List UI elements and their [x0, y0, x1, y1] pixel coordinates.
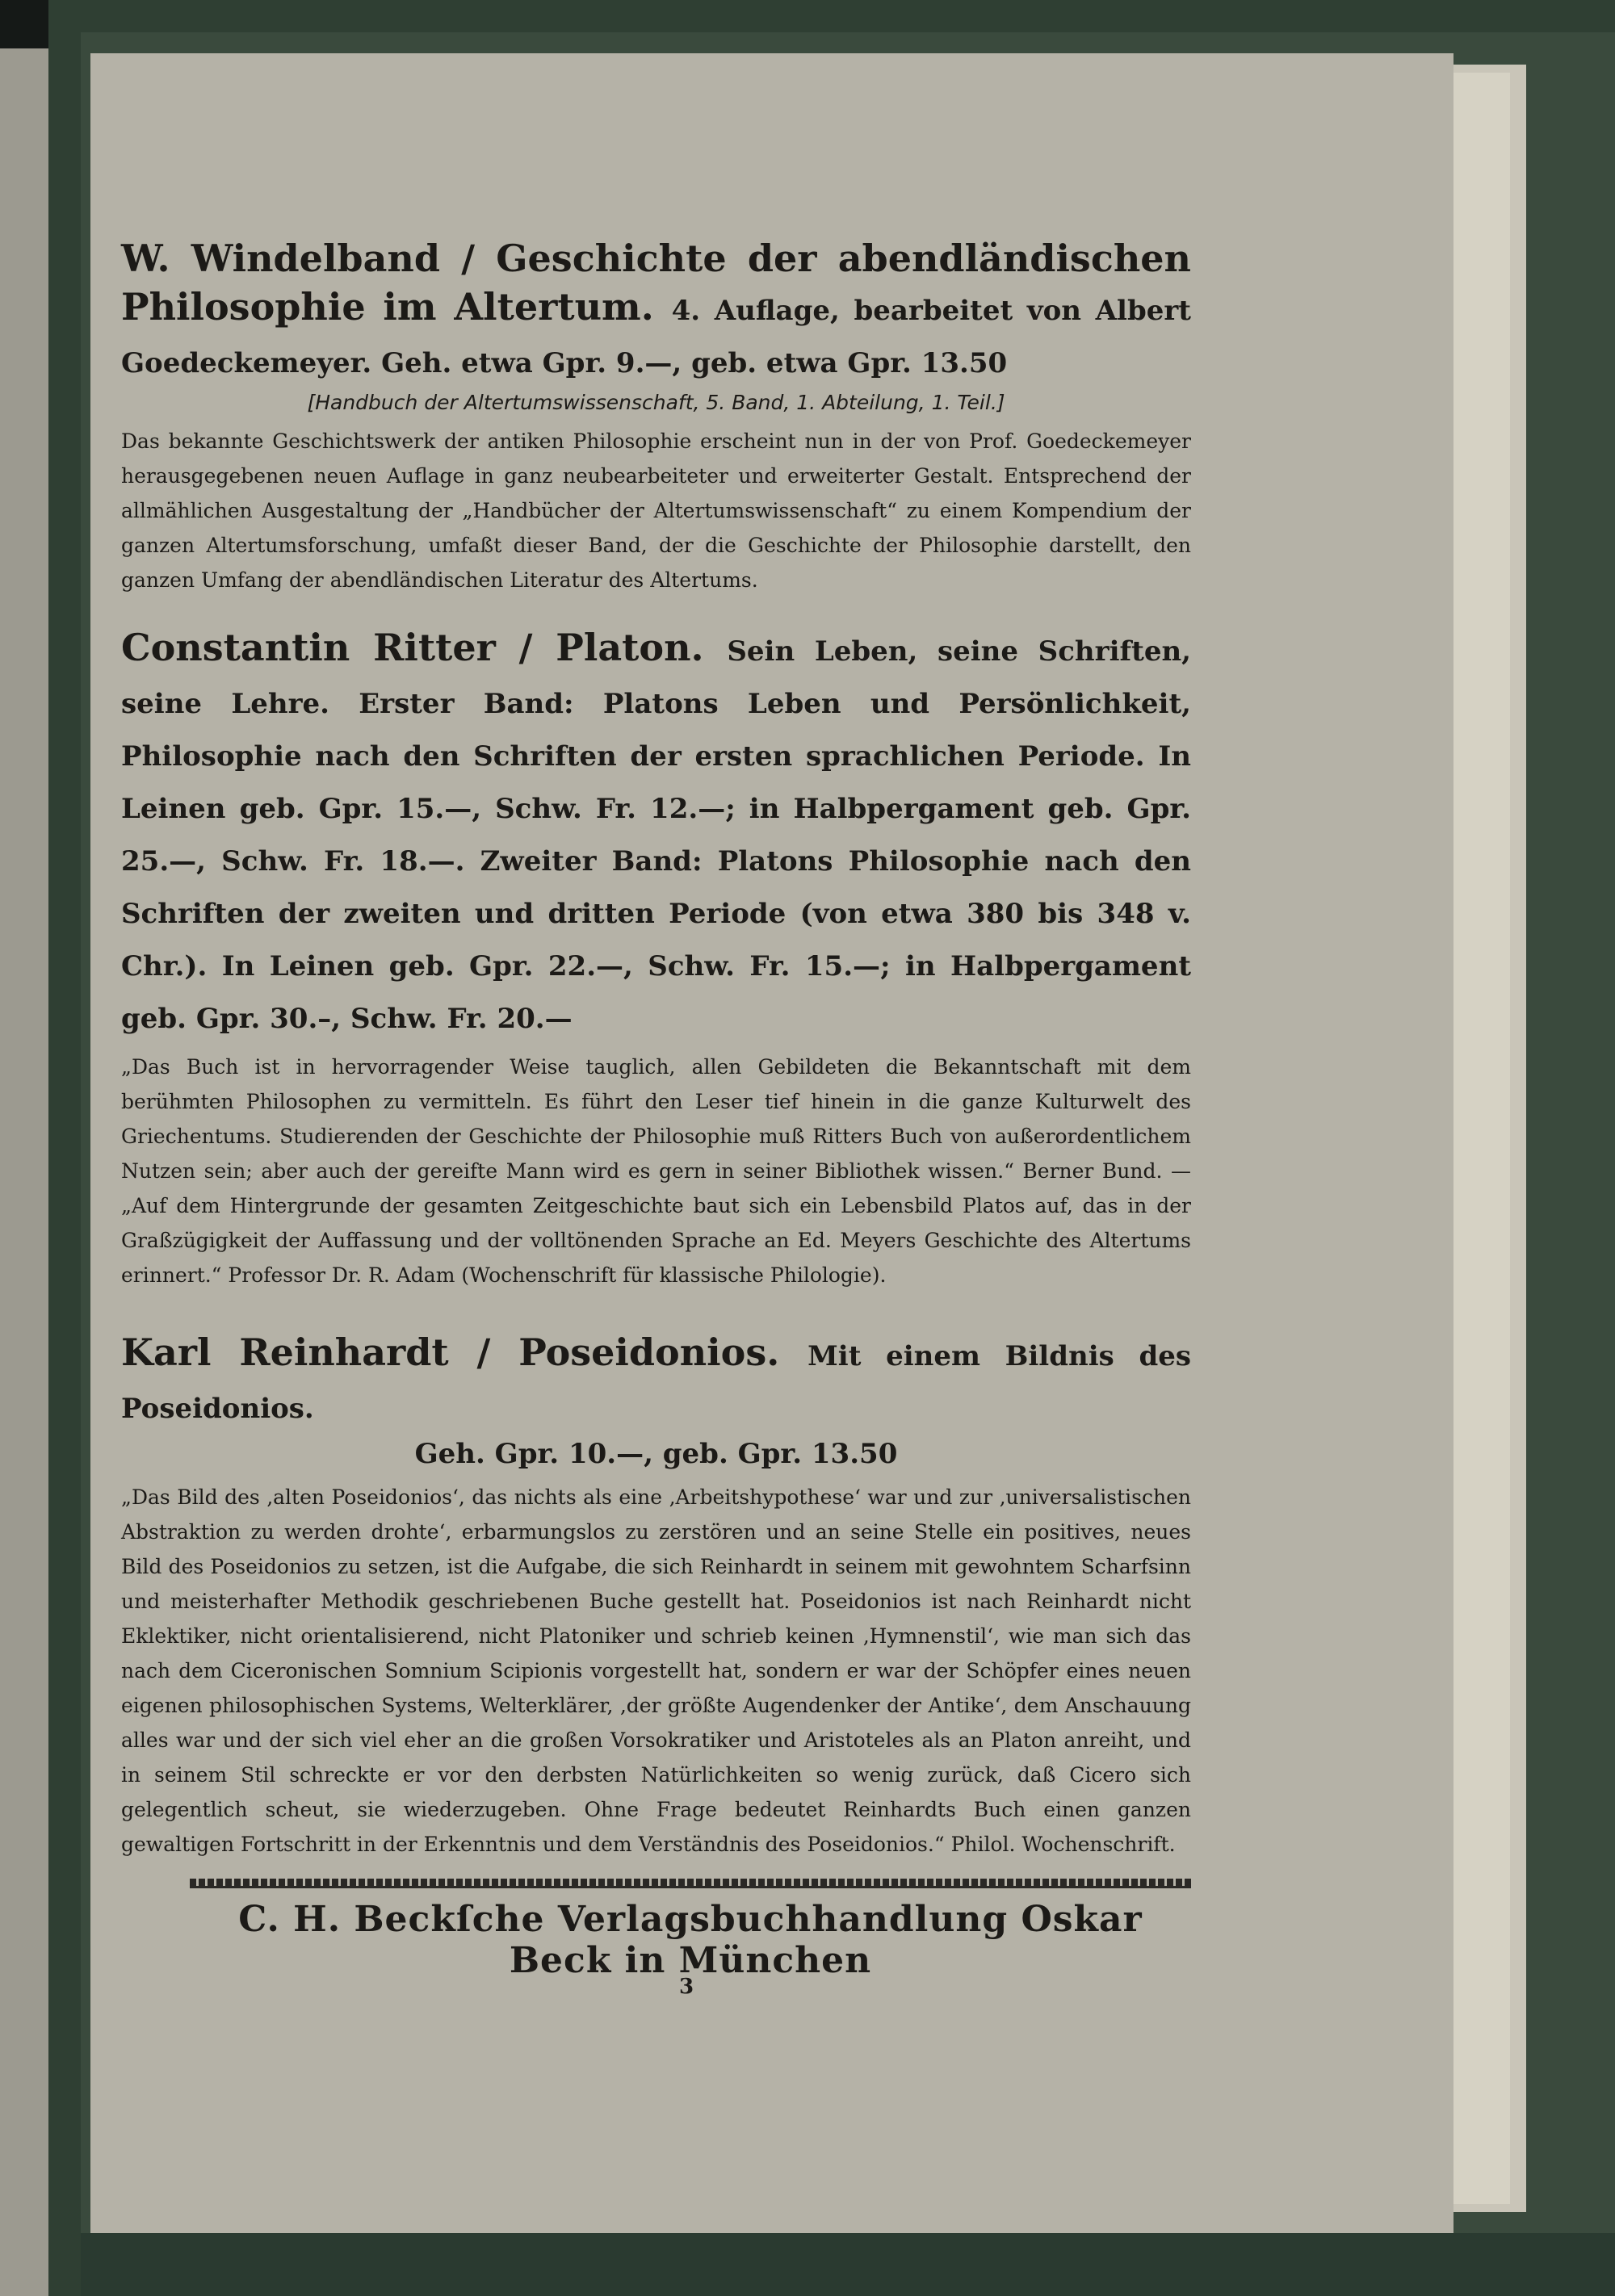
decorative-rule — [190, 1879, 1191, 1888]
entry-title-subtitle — [121, 623, 1191, 1043]
entry-title-subtitle — [121, 1328, 1191, 1433]
entry-windelband — [121, 234, 1191, 597]
publisher-imprint: C. H. Beckſche Verlagsbuchhandlung Oskar Beck in München — [238, 1899, 1143, 1981]
entry-subtitle: 4. Auflage, bearbeitet von Albert Goedeckemeyer. Geh. etwa Gpr. 9.—, geb. etwa Gpr. 13.50 — [121, 295, 1191, 379]
page-number: 3 — [678, 1975, 694, 1999]
entry-ritter — [121, 623, 1191, 1293]
entry-subtitle: Mit einem Bildnis des Poseidonios. — [121, 1340, 1192, 1425]
entry-description: „Das Buch ist in hervorragender Weise tauglich, allen Gebildeten die Bekanntschaft mit dem berühmten Philosophen zu vermitteln. Es führt den Leser tief hinein in die ganze Kulturwelt des Griechentums. Studierenden der Geschichte der Philosophie muß Ritters Buch von außerordentlichem Nutzen sein; aber auch der gereifte Mann wird es gern in seiner Bibliothek wissen.“ Berner Bund. — „Auf dem Hintergrunde der gesamten Zeitgeschichte baut sich ein Lebensbild Platos auf, das in der Graßzügigkeit der Auffassung und der volltönenden Sprache an Ed. Meyers Geschichte des Altertums erinnert.“ Professor Dr. R. Adam (Wochenschrift für klassische Philologie). — [121, 1055, 1191, 1287]
page-stack-edge-inner — [1454, 73, 1510, 2204]
series-note: [Handbuch der Altertumswissenschaft, 5. Band, 1. Abteilung, 1. Teil.] — [307, 391, 1005, 414]
entry-description: Das bekannte Geschichtswerk der antiken Philosophie erscheint nun in der von Prof. Goedeckemeyer herausgegebenen neuen Auflage in ganz neubearbeiteter und erweiterter Gestalt. Entsprechend der allmählichen Ausgestaltung der „Handbücher der Altertumswissenschaft“ zu einem Kompendium der ganzen Altertumsforschung, umfaßt dieser Band, der die Geschichte der Philosophie darstellt, den ganzen Umfang der abendländischen Literatur des Altertums. — [121, 429, 1191, 592]
entry-subtitle: Sein Leben, seine Schriften, seine Lehre. Erster Band: Platons Leben und Persönlichkeit, Philosophie nach den Schriften der ersten sprachlichen Periode. In Leinen geb. Gpr. 15.—, Schw. Fr. 12.—; in Halbpergament geb. Gpr. 25.—, Schw. Fr. 18.—. Zweiter Band: Platons Philosophie nach den Schriften der zweiten und dritten Periode (von etwa 380 bis 348 v. Chr.). In Leinen geb. Gpr. 22.—, Schw. Fr. 15.—; in Halbpergament geb. Gpr. 30.–, Schw. Fr. 20.— — [121, 635, 1192, 1035]
entry-description: „Das Bild des ‚alten Poseidonios‘, das nichts als eine ‚Arbeitshypothese‘ war und zur ‚universalistischen Abstraktion zu werden drohte‘, erbarmungslos zu zerstören und an seine Stelle ein positives, neues Bild des Poseidonios zu setzen, ist die Aufgabe, die sich Reinhardt in seinem mit gewohntem Scharfsinn und meisterhafter Methodik geschriebenen Buche gestellt hat. Poseidonios ist nach Reinhardt nicht Eklektiker, nicht orientalisierend, nicht Platoniker und schrieb keinen ‚Hymnenstil‘, wie man sich das nach dem Ciceronischen Somnium Scipionis vorgestellt hat, sondern er war der Schöpfer eines neuen eigenen philosophischen Systems, Welterklärer, ‚der größte Augendenker der Antike‘, dem Anschauung alles war und der sich viel eher an die großen Vorsokratiker und Aristoteles als an Platon anreiht, und in seinem Stil schreckte er vor den derbsten Natürlichkeiten so wenig zurück, daß Cicero sich gelegentlich scheut, sie wiederzugeben. Ohne Frage bedeutet Reinhardts Buch einen ganzen gewaltigen Fortschritt in der Erkenntnis und dem Verständnis des Poseidonios.“ Philol. Wochenschrift. — [121, 1485, 1191, 1856]
entry-title-subtitle — [121, 234, 1191, 388]
left-page-edge — [0, 48, 48, 2296]
page-content — [121, 234, 1191, 1862]
entry-reinhardt — [121, 1328, 1191, 1862]
entry-title: W. Windelband / Geschichte der abendländischen Philosophie im Altertum. — [121, 237, 1191, 329]
entry-title: Constantin Ritter / Platon. — [121, 626, 704, 669]
entry-title: Karl Reinhardt / Poseidonios. — [121, 1330, 780, 1374]
entry-price: Geh. Gpr. 10.—, geb. Gpr. 13.50 — [414, 1438, 898, 1470]
cover-bottom-edge — [81, 2233, 1615, 2296]
